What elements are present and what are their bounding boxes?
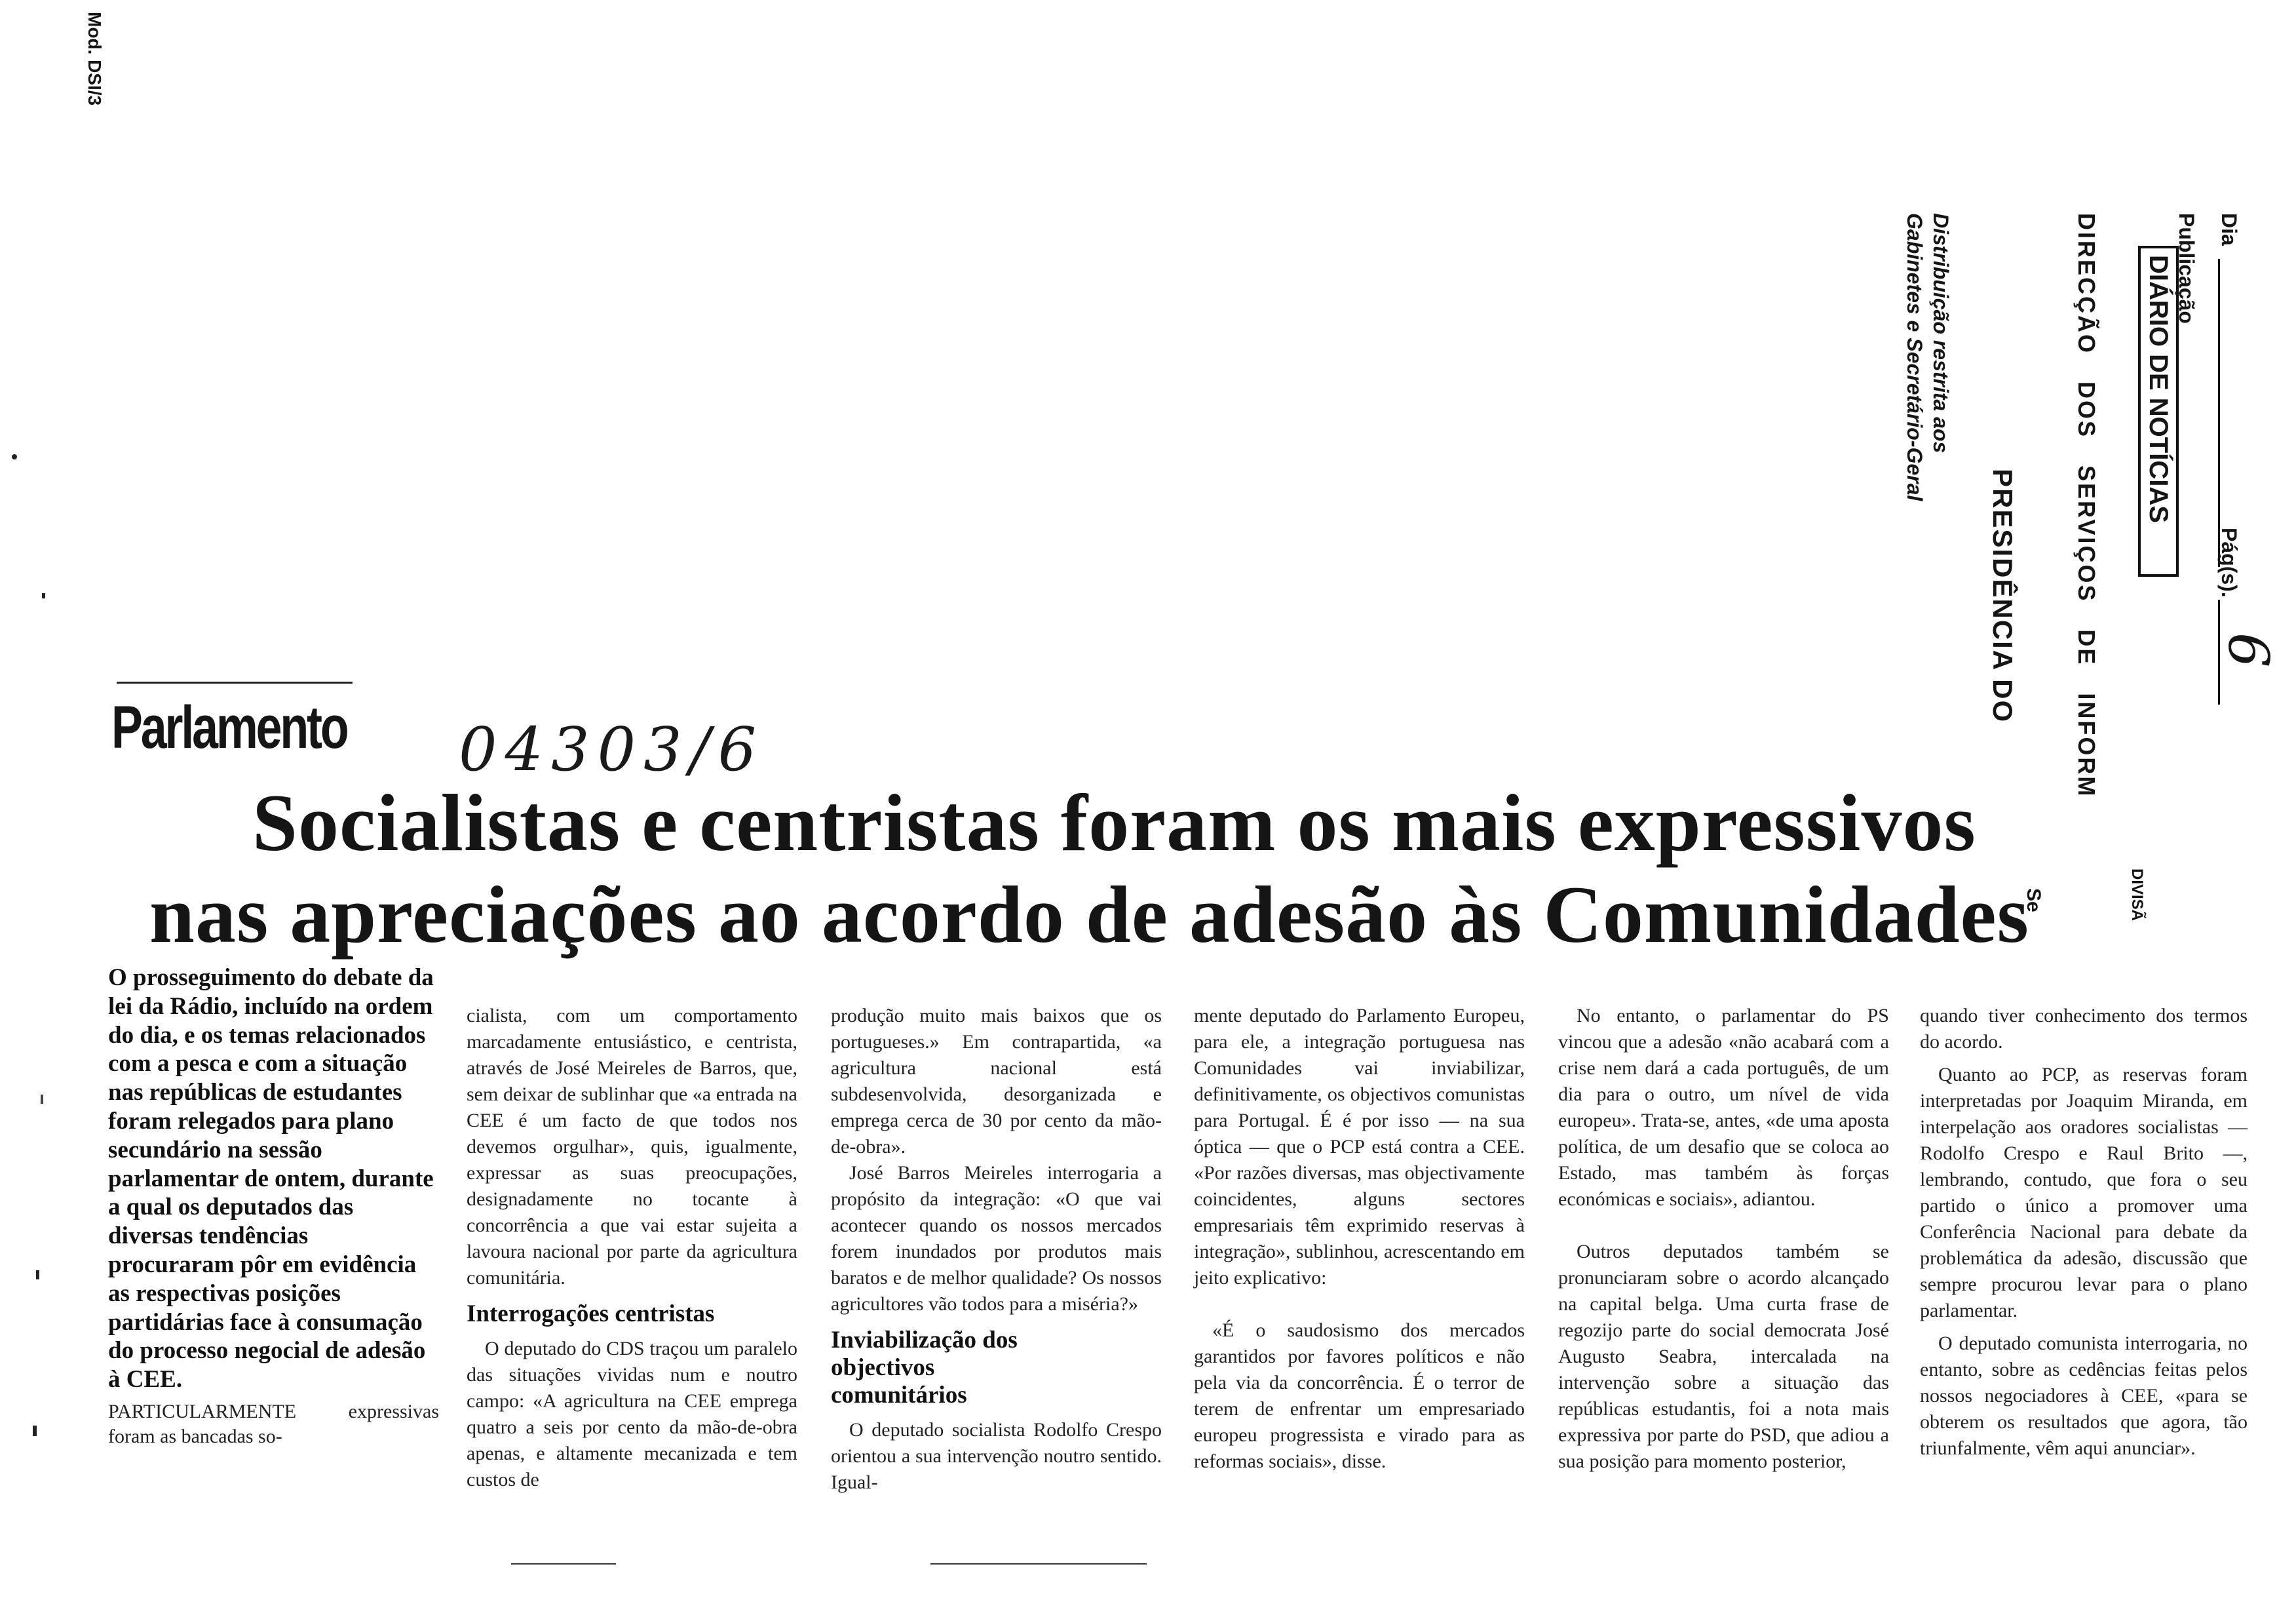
scan-speck	[12, 454, 17, 459]
col4-paragraph-1: mente deputado do Parlamento Europeu, para ele, a integração portuguesa nas Comunidades vai inviabilizar, definitivamente, os objectivos comunistas para Portugal. É é por isso — na sua óptica — que o PCP está contra a CEE. «Por razões diversas, mas objectivamente coincidentes, alguns sectores empresariais têm exprimido reservas à integração», sublinhou, acrescentando em jeito explicativo:	[1194, 1005, 1525, 1289]
stamp-direction: DIRECÇÃO DOS SERVIÇOS DE INFORM	[2073, 213, 2100, 798]
col4-paragraph-2: «É o saudosismo dos mercados garantidos por favores políticos e não pela via da concorrência. É o terror de terem de enfrentar um empresariado europeu progressista e virado para as reformas sociais», disse.	[1194, 1319, 1525, 1472]
page-label: Pág(s).	[2217, 528, 2241, 598]
section-rule	[117, 682, 353, 684]
newspaper-stamp	[2138, 246, 2179, 577]
day-line	[2218, 259, 2220, 567]
scan-speck	[33, 1426, 37, 1436]
col3-paragraph-3: O deputado socialista Rodolfo Crespo orientou a sua intervenção noutro sentido. Igual-	[831, 1419, 1162, 1493]
col3-heading: Inviabilização dos objectivos comunitários	[831, 1327, 1018, 1409]
stamp-division: DIVISÃ	[2128, 868, 2146, 922]
stamp-distribution: Distribuição restrita aos	[1929, 213, 1953, 454]
col6-paragraph-1: quando tiver conhecimento dos termos do acordo.	[1920, 1005, 2248, 1053]
stamp-sec: Se	[2023, 888, 2044, 912]
page-value: 6	[2216, 632, 2280, 668]
publication-label: Publicação	[2175, 213, 2198, 324]
col2-paragraph-2: O deputado do CDS traçou um paralelo das situações vividas num e noutro campo: «A agricultura na CEE emprega quatro a seis por cento da mão-de-obra apenas, e altamente mecanizada e tem custos de	[467, 1338, 797, 1490]
col2-heading: Interrogações centristas	[467, 1300, 715, 1327]
day-label: Dia	[2217, 213, 2241, 246]
lead-paragraph: O prosseguimento do debate da lei da Rádio, incluído na ordem do dia, e os temas relacionados com a pesca e com a situação nas repúblicas de estudantes foram relegados para plano secundário na sessão parlamentar de ontem, durante a qual os deputados das diversas tendências procuraram pôr em evidência as respectivas posições partidárias face à consumação do processo negocial de adesão à CEE.	[108, 964, 434, 1393]
scan-speck	[36, 1270, 39, 1279]
col2-paragraph-1: cialista, com um comportamento marcadamente entusiástico, e centrista, através de José Meireles de Barros, que, sem deixar de sublinhar que «a entrada na CEE é um facto de que todos nos devemos orgulhar», quis, igualmente, expressar as suas preocupações, designadamente no tocante à concorrência a que vai estar sujeita a lavoura nacional por parte da agricultura comunitária.	[467, 1005, 797, 1289]
col6-paragraph-3: O deputado comunista interrogaria, no entanto, sobre as cedências feitas pelos nossos negociadores à CEE, «para se obterem os resultados que agora, tão triunfalmente, vêm aqui anunciar».	[1920, 1333, 2248, 1459]
stamp-presidency: PRESIDÊNCIA DO	[1987, 469, 2018, 724]
handwritten-date: 04303/6	[459, 714, 765, 785]
bottom-rule	[511, 1563, 616, 1565]
stamp-cabinets: Gabinetes e Secretário-Geral	[1903, 213, 1926, 501]
headline-line-2: nas apreciações ao acordo de adesão às Comunidades	[149, 870, 2029, 960]
col5-paragraph-2: Outros deputados também se pronunciaram sobre o acordo alcançado na capital belga. Uma curta frase de regozijo parte do social democrata José Augusto Seabra, intercalada na intervenção sobre a situação das repúblicas estudantis, foi a nota mais expressiva por parte do PSD, que adiou a sua posição para momento posterior,	[1558, 1241, 1889, 1472]
form-code: Mod. DSI/3	[85, 12, 105, 106]
scan-speck	[42, 593, 45, 598]
column-3	[831, 1003, 1162, 1496]
col3-paragraph-2: José Barros Meireles interrogaria a propósito da integração: «O que vai acontecer quando os nossos mercados forem inundados por produtos mais baratos e de melhor qualidade? Os nossos agricultores vão todos para a miséria?»	[831, 1162, 1162, 1315]
headline-line-1: Socialistas e centristas foram os mais expressivos	[252, 778, 1976, 868]
bottom-rule	[930, 1563, 1147, 1565]
col1-tail: PARTICULARMENTE expressivas foram as bancadas so-	[108, 1400, 439, 1447]
column-6	[1920, 1003, 2248, 1462]
col3-paragraph-1: produção muito mais baixos que os portugueses.» Em contrapartida, «a agricultura nacional está subdesenvolvida, desorganizada e emprega cerca de 30 por cento da mão-de-obra».	[831, 1005, 1162, 1158]
section-label: Parlamento	[111, 694, 347, 761]
column-5	[1558, 1003, 1889, 1475]
column-2	[467, 1003, 797, 1493]
scan-speck	[41, 1095, 43, 1104]
publication-line	[2176, 344, 2178, 429]
newspaper-name: DIÁRIO DE NOTÍCIAS	[2144, 255, 2173, 523]
col5-paragraph-1: No entanto, o parlamentar do PS vincou que a adesão «não acabará com a crise nem dará a cada português, de um dia para o outro, um nível de vida europeu». Trata-se, antes, «de uma aposta política, de um desafio que se coloca ao Estado, mas também às forças económicas e sociais», adiantou.	[1558, 1005, 1889, 1210]
lead-column	[108, 963, 439, 1449]
column-4	[1194, 1003, 1525, 1475]
col6-paragraph-2: Quanto ao PCP, as reservas foram interpretadas por Joaquim Miranda, em interpelação aos oradores socialistas — Rodolfo Crespo e Raul Brito —, lembrando, contudo, que fora o seu partido o único a promover uma Conferência Nacional para debate da problemática da adesão, discussão que sempre procurou levar para o plano parlamentar.	[1920, 1064, 2248, 1321]
